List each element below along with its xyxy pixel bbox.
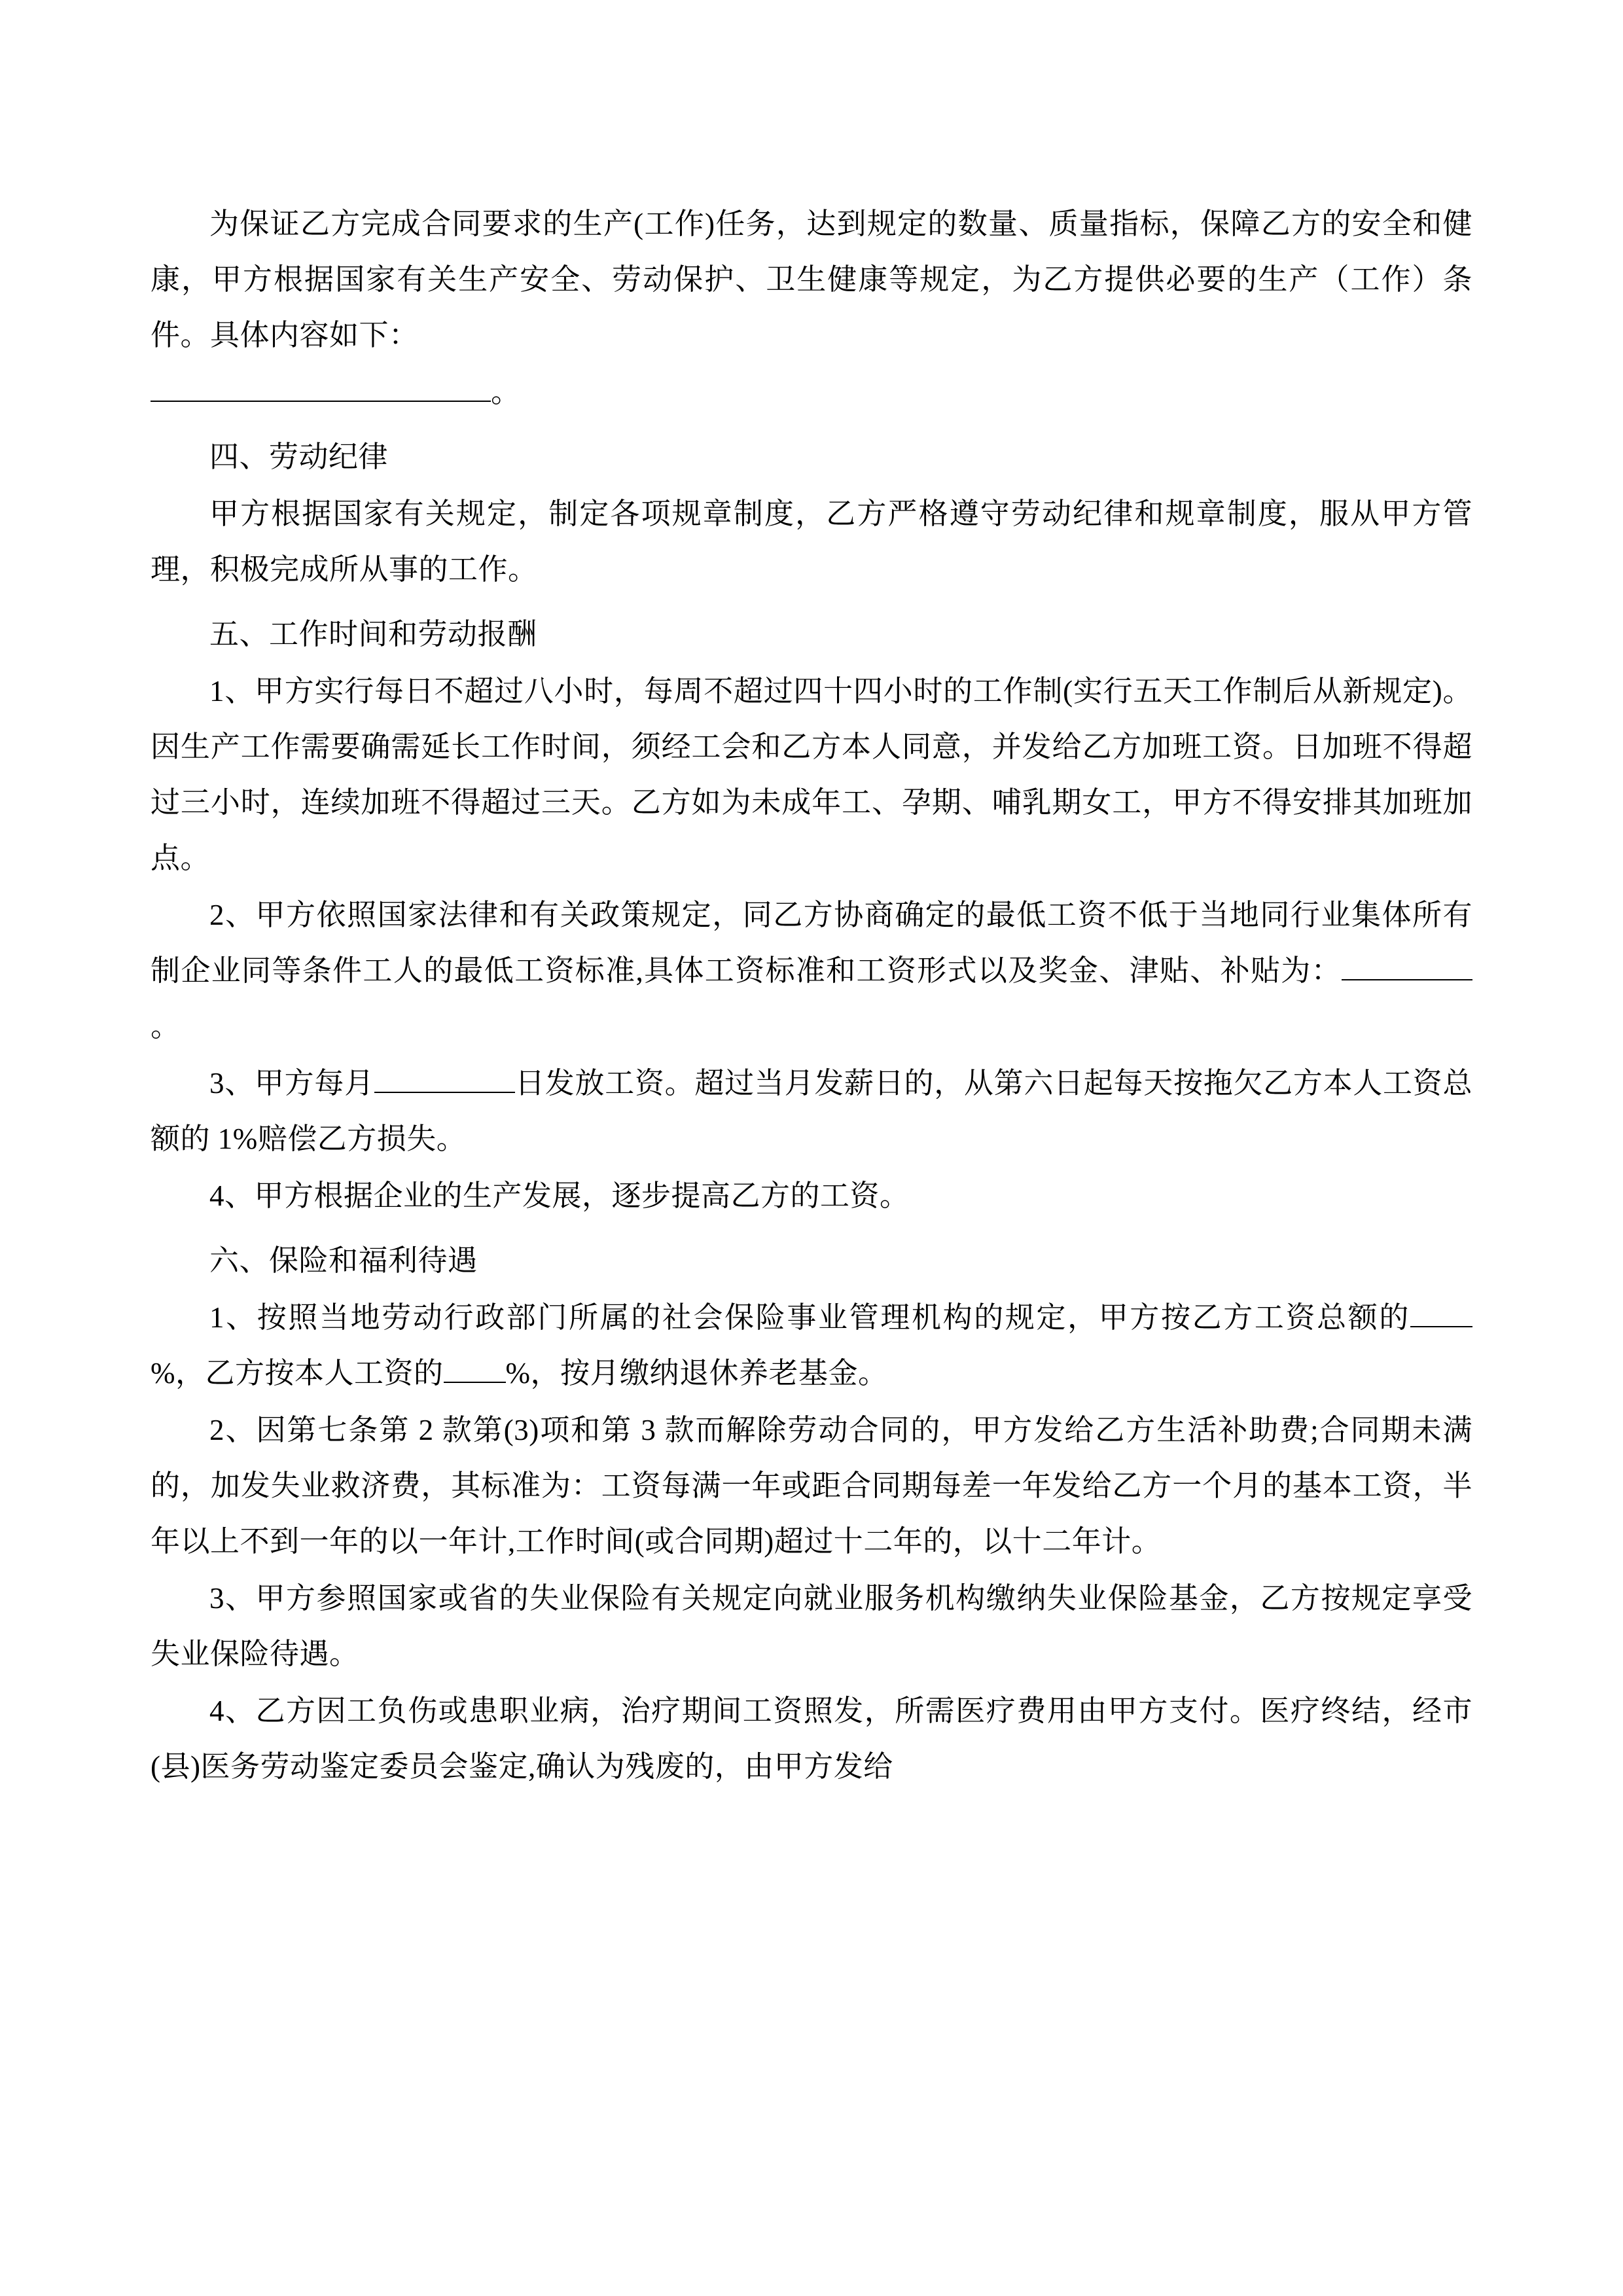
- heading-section-four: 四、劳动纪律: [209, 440, 389, 473]
- fill-in-blank-payday[interactable]: [374, 1092, 515, 1093]
- heading-section-six: 六、保险和福利待遇: [209, 1244, 478, 1277]
- paragraph-section-five-item-2-end: 。: [151, 1010, 181, 1043]
- paragraph-section-six-item-4: 4、乙方因工负伤或患职业病，治疗期间工资照发，所需医疗费用由甲方支付。医疗终结，经市(县)医务劳动鉴定委员会鉴定,确认为残废的，由甲方发给: [151, 1695, 1472, 1783]
- paragraph-section-five-item-2-text: 2、甲方依照国家法律和有关政策规定，同乙方协商确定的最低工资不低于当地同行业集体所有制企业同等条件工人的最低工资标准,具体工资标准和工资形式以及奖金、津贴、补贴为：: [151, 899, 1472, 987]
- fill-in-blank-employer-percent[interactable]: [1410, 1326, 1472, 1327]
- paragraph-section-five-item-3-text: 3、甲方每月: [209, 1067, 374, 1100]
- paragraph-section-six-item-1-part2: %，乙方按本人工资的: [151, 1357, 444, 1390]
- paragraph-section-five-item-3-end: 日发放工资。超过当月发薪日的，从第六日起每天按拖欠乙方本人工资总额的 1%赔偿乙方损失。: [151, 1067, 1472, 1155]
- paragraph-section-five-item-4: 4、甲方根据企业的生产发展，逐步提高乙方的工资。: [209, 1179, 910, 1212]
- fill-in-blank-wage-standard[interactable]: [1342, 979, 1472, 980]
- paragraph-section-five-item-2: [151, 888, 1472, 1054]
- paragraph-intro-blank: [151, 365, 1472, 420]
- paragraph-section-six-item-3: 3、甲方参照国家或省的失业保险有关规定向就业服务机构缴纳失业保险基金，乙方按规定享受失业保险待遇。: [151, 1582, 1472, 1670]
- paragraph-intro: 为保证乙方完成合同要求的生产(工作)任务，达到规定的数量、质量指标，保障乙方的安全和健康，甲方根据国家有关生产安全、劳动保护、卫生健康等规定，为乙方提供必要的生产（工作）条件。具体内容如下：: [151, 207, 1472, 351]
- paragraph-section-six-item-1: [151, 1290, 1472, 1401]
- paragraph-section-four-body: 甲方根据国家有关规定，制定各项规章制度，乙方严格遵守劳动纪律和规章制度，服从甲方管理，积极完成所从事的工作。: [151, 497, 1472, 586]
- fill-in-blank-intro[interactable]: [151, 401, 491, 402]
- fill-in-blank-employee-percent[interactable]: [444, 1382, 506, 1383]
- document-body: [151, 196, 1472, 1795]
- paragraph-section-six-item-1-part1: 1、按照当地劳动行政部门所属的社会保险事业管理机构的规定，甲方按乙方工资总额的: [209, 1301, 1410, 1334]
- paragraph-section-six-item-2: 2、因第七条第 2 款第(3)项和第 3 款而解除劳动合同的，甲方发给乙方生活补助费;合同期未满的，加发失业救济费，其标准为：工资每满一年或距合同期每差一年发给乙方一个月的基本工资，半年以上不到一年的以一年计,工作时间(或合同期)超过十二年的，以十二年计。: [151, 1414, 1472, 1558]
- paragraph-section-five-item-3: [151, 1056, 1472, 1167]
- heading-section-five: 五、工作时间和劳动报酬: [209, 618, 537, 651]
- paragraph-section-five-item-1: 1、甲方实行每日不超过八小时，每周不超过四十四小时的工作制(实行五天工作制后从新规定)。因生产工作需要确需延长工作时间，须经工会和乙方本人同意，并发给乙方加班工资。日加班不得超过三小时，连续加班不得超过三天。乙方如为未成年工、孕期、哺乳期女工，甲方不得安排其加班加点。: [151, 675, 1472, 874]
- paragraph-section-six-item-1-part3: %，按月缴纳退休养老基金。: [505, 1357, 888, 1390]
- paragraph-intro-blank-end: 。: [491, 376, 521, 408]
